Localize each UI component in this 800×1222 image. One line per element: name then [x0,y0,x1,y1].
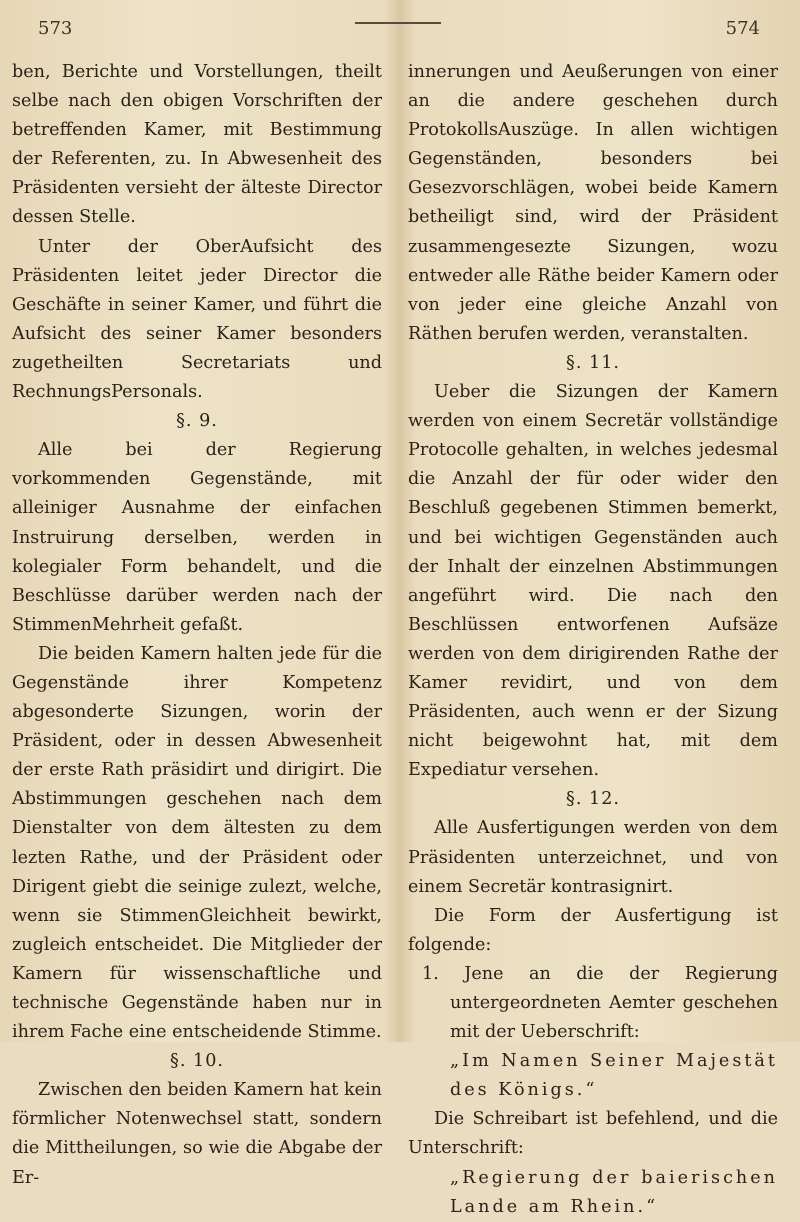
formula-quote: „Regierung der baierischen Lande am Rhein.“ [450,1167,778,1217]
right-page-column [408,58,778,1222]
left-page-column [12,58,382,1193]
section-heading: §. 10. [170,1051,224,1072]
formula-quote: „Im Namen Seiner Majestät des Königs.“ [450,1051,778,1101]
paragraph: innerungen und Aeußerungen von einer an die andere geschehen durch ProtokollsAuszüge. In allen wichtigen Gegenständen, besonders bei Gesezvorschlägen, wobei beide Kamern betheiligt sind, wird der Präsident zusammengesezte Sizungen, wozu entweder alle Räthe beider Kamern oder von jeder eine gleiche Anzahl von Räthen berufen werden, veranstalten. [408,62,778,344]
section-heading: §. 11. [566,352,620,373]
paragraph: ben, Berichte und Vorstellungen, theilt selbe nach den obigen Vorschriften der betreffenden Kamer, mit Bestimmung der Referenten, zu. In Abwesenheit des Präsidenten versieht der älteste Director dessen Stelle. [12,62,382,228]
header-rule [355,22,441,24]
paragraph: Alle Ausfertigungen werden von dem Präsidenten unterzeichnet, und von einem Secretär kontrasignirt. [408,818,778,897]
page-number-right: 574 [725,18,760,39]
section-heading: §. 9. [176,411,218,432]
list-item: 1. Jene an die der Regierung untergeordneten Aemter geschehen mit der Ueberschrift: [422,963,778,1043]
paragraph: Die Schreibart ist befehlend, und die Unterschrift: [408,1109,778,1159]
paragraph: Zwischen den beiden Kamern hat kein förmlicher Notenwechsel statt, sondern die Mittheilungen, so wie die Abgabe der Er- [12,1080,382,1188]
paragraph: Unter der OberAufsicht des Präsidenten leitet jeder Director die Geschäfte in seiner Kamer, und führt die Aufsicht des seiner Kamer besonders zugetheilten Secretariats und RechnungsPersonals. [12,236,382,403]
section-heading: §. 12. [566,789,620,810]
paragraph: Die Form der Ausfertigung ist folgende: [408,905,778,955]
paragraph: Die beiden Kamern halten jede für die Gegenstände ihrer Kompetenz abgesonderte Sizungen, worin der Präsident, oder in dessen Abwesenheit der erste Rath präsidirt und dirigirt. Die Abstimmungen geschehen nach dem Dienstalter von dem ältesten zu dem lezten Rathe, und der Präsident oder Dirigent giebt die seinige zulezt, welche, wenn sie StimmenGleichheit bewirkt, zugleich entscheidet. Die Mitglieder der Kamern für wissenschaftliche und technische Gegenstände haben nur in ihrem Fache eine entscheidende Stimme. [12,643,382,1043]
paragraph: Ueber die Sizungen der Kamern werden von einem Secretär vollständige Protocolle gehalten, in welches jedesmal die Anzahl der für oder wider den Beschluß gegebenen Stimmen bemerkt, und bei wichtigen Gegenständen auch der Inhalt der einzelnen Abstimmungen angeführt wird. Die nach den Beschlüssen entworfenen Aufsäze werden von dem dirigirenden Rathe der Kamer revidirt, und von dem Präsidenten, auch wenn er der Sizung nicht beigewohnt hat, mit dem Expediatur versehen. [408,382,778,781]
page-number-left: 573 [38,18,73,39]
paragraph: Alle bei der Regierung vorkommenden Gegenstände, mit alleiniger Ausnahme der einfachen Instruirung derselben, werden in kolegialer Form behandelt, und die Beschlüsse darüber werden nach der StimmenMehrheit gefaßt. [12,440,382,635]
